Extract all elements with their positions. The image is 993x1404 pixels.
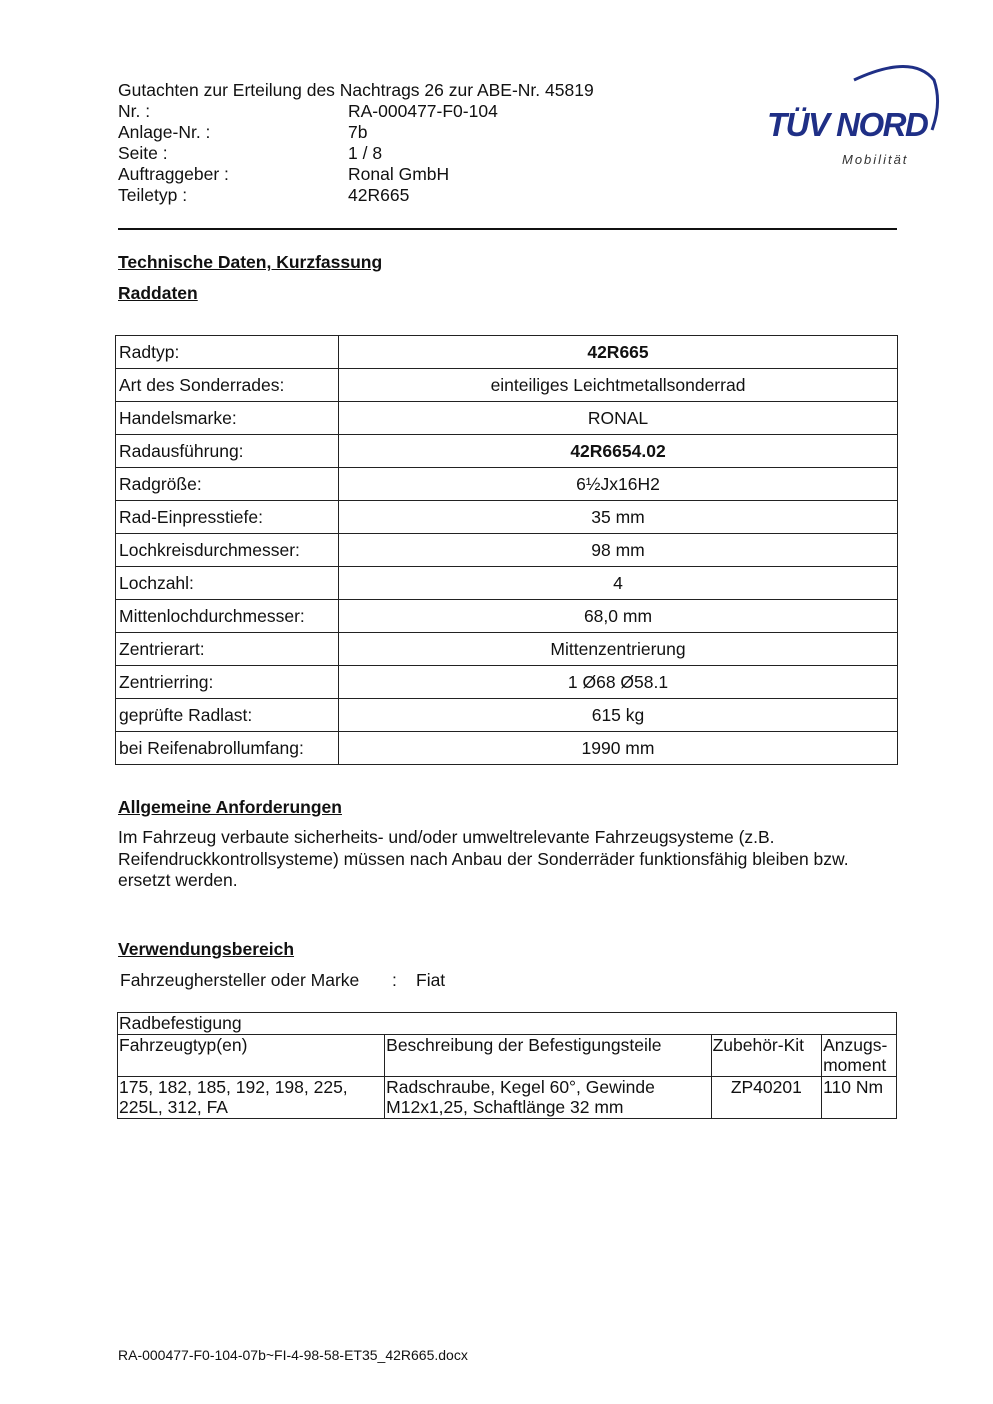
wheel-data-label: Handelsmarke: [116, 402, 339, 435]
vehicle-value: Fiat [416, 970, 446, 990]
vehicle-label: Fahrzeughersteller oder Marke [120, 970, 360, 990]
cell-vehicle-types [118, 1076, 385, 1118]
header-torque [822, 1034, 897, 1076]
wheel-data-label: Radausführung: [116, 435, 339, 468]
cell-line: M12x1,25, Schaftlänge 32 mm [386, 1097, 624, 1117]
wheel-data-table [115, 335, 898, 765]
wheel-data-value: einteiliges Leichtmetallsonderrad [339, 369, 898, 402]
logo-subtitle: Mobilität [842, 152, 909, 167]
meta-label: Nr. : [118, 101, 151, 121]
cell-line: 225L, 312, FA [119, 1097, 228, 1117]
wheel-data-label: Lochzahl: [116, 567, 339, 600]
meta-row-nr [118, 101, 718, 122]
header-torque-line1: Anzugs- [823, 1034, 888, 1055]
wheel-data-label: geprüfte Radlast: [116, 699, 339, 732]
wheel-data-label: Rad-Einpresstiefe: [116, 501, 339, 534]
wheel-data-row [116, 534, 898, 567]
meta-row-auftraggeber [118, 164, 718, 185]
wheel-data-value: 98 mm [339, 534, 898, 567]
cell-torque: 110 Nm [822, 1076, 897, 1118]
wheel-data-label: Lochkreisdurchmesser: [116, 534, 339, 567]
wheel-data-value: 1 Ø68 Ø58.1 [339, 666, 898, 699]
meta-row-teiletyp [118, 185, 718, 206]
wheel-data-label: Zentrierart: [116, 633, 339, 666]
meta-label: Anlage-Nr. : [118, 122, 211, 142]
cell-description [385, 1076, 711, 1118]
wheel-data-row [116, 435, 898, 468]
meta-value: 42R665 [348, 185, 410, 205]
wheel-data-row [116, 369, 898, 402]
wheel-data-label: Zentrierring: [116, 666, 339, 699]
wheel-data-value: 68,0 mm [339, 600, 898, 633]
wheel-data-label: bei Reifenabrollumfang: [116, 732, 339, 765]
meta-row-seite [118, 143, 718, 164]
wheel-data-value: Mittenzentrierung [339, 633, 898, 666]
paragraph-line: Reifendruckkontrollsysteme) müssen nach Anbau der Sonderräder funktionsfähig bleiben bzw. [118, 848, 849, 869]
tuv-nord-logo [762, 58, 942, 178]
document-title: Gutachten zur Erteilung des Nachtrags 26 zur ABE-Nr. 45819 [118, 80, 594, 100]
usage-title: Verwendungsbereich [118, 939, 295, 959]
meta-label: Teiletyp : [118, 185, 188, 205]
meta-label: Seite : [118, 143, 168, 163]
wheel-data-value: 4 [339, 567, 898, 600]
meta-value: 1 / 8 [348, 143, 383, 163]
section-title: Technische Daten, Kurzfassung [118, 252, 383, 272]
wheel-data-row [116, 633, 898, 666]
subsection-title: Raddaten [118, 283, 198, 303]
general-requirements-text [118, 827, 908, 892]
wheel-data-row [116, 501, 898, 534]
meta-value: 7b [348, 122, 368, 142]
fixing-caption: Radbefestigung [118, 1013, 897, 1035]
wheel-data-value: 1990 mm [339, 732, 898, 765]
paragraph-line: Im Fahrzeug verbaute sicherheits- und/oder umweltrelevante Fahrzeugsysteme (z.B. [118, 827, 775, 847]
document-header [118, 80, 718, 206]
header-vehicle-types: Fahrzeugtyp(en) [118, 1034, 385, 1076]
wheel-data-row [116, 732, 898, 765]
wheel-data-row [116, 468, 898, 501]
wheel-data-row [116, 600, 898, 633]
wheel-data-value: RONAL [339, 402, 898, 435]
vehicle-separator: : [392, 970, 397, 990]
meta-row-anlage [118, 122, 718, 143]
meta-value: RA-000477-F0-104 [348, 101, 498, 121]
header-divider [118, 228, 897, 230]
meta-value: Ronal GmbH [348, 164, 450, 184]
wheel-data-row [116, 699, 898, 732]
wheel-data-value: 615 kg [339, 699, 898, 732]
cell-line: Radschraube, Kegel 60°, Gewinde [386, 1076, 655, 1097]
fixing-table [117, 1012, 897, 1119]
wheel-data-row [116, 402, 898, 435]
header-torque-line2: moment [823, 1055, 887, 1075]
wheel-data-label: Art des Sonderrades: [116, 369, 339, 402]
vehicle-manufacturer-row [120, 970, 445, 991]
wheel-data-value: 35 mm [339, 501, 898, 534]
general-requirements-title: Allgemeine Anforderungen [118, 797, 342, 817]
footer-filename: RA-000477-F0-104-07b~FI-4-98-58-ET35_42R665.docx [118, 1347, 468, 1363]
paragraph-line: ersetzt werden. [118, 870, 238, 890]
cell-accessory-kit: ZP40201 [711, 1076, 822, 1118]
wheel-data-value: 42R665 [339, 336, 898, 369]
wheel-data-label: Radgröße: [116, 468, 339, 501]
header-accessory-kit: Zubehör-Kit [711, 1034, 822, 1076]
cell-line: 175, 182, 185, 192, 198, 225, [119, 1076, 348, 1097]
wheel-data-label: Radtyp: [116, 336, 339, 369]
header-description: Beschreibung der Befestigungsteile [385, 1034, 711, 1076]
wheel-data-value: 6½Jx16H2 [339, 468, 898, 501]
wheel-data-row [116, 567, 898, 600]
wheel-data-row [116, 666, 898, 699]
meta-label: Auftraggeber : [118, 164, 229, 184]
wheel-data-row [116, 336, 898, 369]
logo-brand: TÜV NORD [767, 106, 928, 143]
wheel-data-label: Mittenlochdurchmesser: [116, 600, 339, 633]
wheel-data-value: 42R6654.02 [339, 435, 898, 468]
